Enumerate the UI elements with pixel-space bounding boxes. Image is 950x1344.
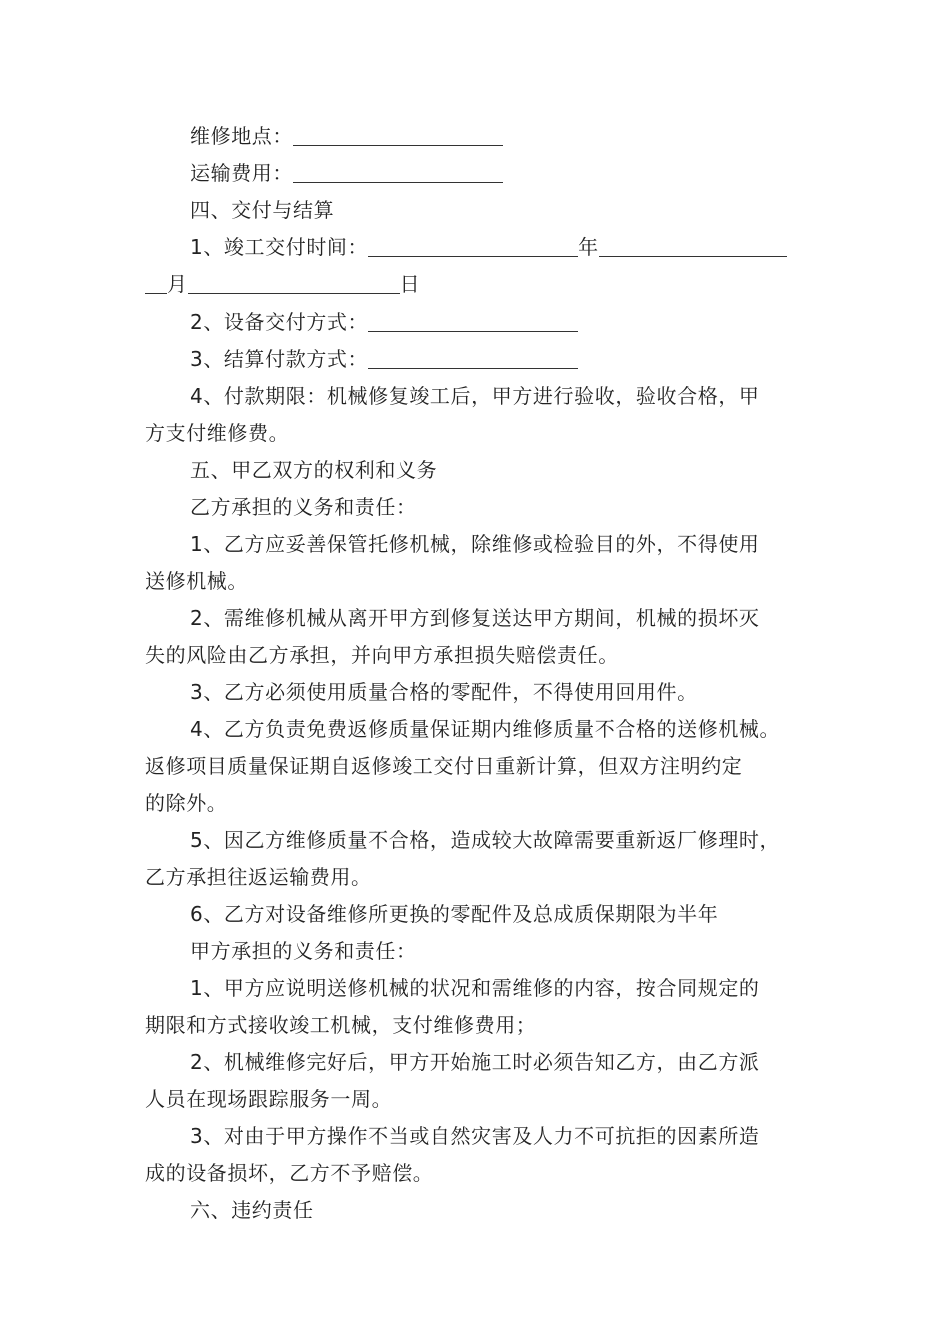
paragraph-line: 人员在现场跟踪服务一周。 — [145, 1087, 393, 1111]
payment-method-line — [190, 341, 855, 378]
paragraph-line: 2、需维修机械从离开甲方到修复送达甲方期间，机械的损坏灭 — [190, 606, 760, 630]
paragraph-line: 期限和方式接收竣工机械，支付维修费用； — [145, 1013, 537, 1037]
section-heading-5: 五、甲乙双方的权利和义务 — [190, 458, 438, 482]
equipment-delivery-blank[interactable] — [368, 307, 578, 332]
equipment-delivery-label: 2、设备交付方式： — [190, 310, 369, 334]
payment-method-label: 3、结算付款方式： — [190, 347, 369, 371]
paragraph-line: 5、因乙方维修质量不合格，造成较大故障需要重新返厂修理时， — [190, 828, 781, 852]
completion-month-blank[interactable] — [599, 232, 787, 257]
day-label: 日 — [399, 272, 421, 296]
completion-time-line — [190, 229, 855, 266]
completion-time-label: 1、竣工交付时间： — [190, 235, 369, 259]
repair-location-line — [190, 118, 855, 155]
equipment-delivery-line — [190, 304, 855, 341]
paragraph-line: 成的设备损坏，乙方不予赔偿。 — [145, 1161, 434, 1185]
paragraph-line: 乙方承担往返运输费用。 — [145, 865, 372, 889]
paragraph-line: 1、甲方应说明送修机械的状况和需维修的内容，按合同规定的 — [190, 976, 760, 1000]
paragraph-line: 3、乙方必须使用质量合格的零配件，不得使用回用件。 — [190, 680, 698, 704]
paragraph-line: 返修项目质量保证期自返修竣工交付日重新计算，但双方注明约定 — [145, 754, 743, 778]
paragraph-line: 4、乙方负责免费返修质量保证期内维修质量不合格的送修机械。 — [190, 717, 781, 741]
paragraph-line: 失的风险由乙方承担，并向甲方承担损失赔偿责任。 — [145, 643, 619, 667]
paragraph-line: 1、乙方应妥善保管托修机械，除维修或检验目的外，不得使用 — [190, 532, 760, 556]
repair-location-label: 维修地点： — [190, 124, 293, 148]
completion-time-line-cont — [145, 266, 810, 303]
paragraph-line: 4、付款期限：机械修复竣工后，甲方进行验收，验收合格，甲 — [190, 384, 760, 408]
section-heading-4: 四、交付与结算 — [190, 198, 335, 222]
paragraph-line: 3、对由于甲方操作不当或自然灾害及人力不可抗拒的因素所造 — [190, 1124, 760, 1148]
completion-day-blank[interactable] — [188, 269, 400, 294]
repair-location-blank[interactable] — [293, 121, 503, 146]
transport-cost-label: 运输费用： — [190, 161, 293, 185]
paragraph-line: 方支付维修费。 — [145, 421, 290, 445]
subheading-party-b: 乙方承担的义务和责任： — [190, 495, 417, 519]
section-heading-6: 六、违约责任 — [190, 1198, 314, 1222]
month-label: 月 — [167, 272, 188, 296]
paragraph-line: 2、机械维修完好后，甲方开始施工时必须告知乙方，由乙方派 — [190, 1050, 760, 1074]
paragraph-line: 6、乙方对设备维修所更换的零配件及总成质保期限为半年 — [190, 902, 719, 926]
completion-year-blank[interactable] — [368, 232, 578, 257]
payment-method-blank[interactable] — [368, 344, 578, 369]
subheading-party-a: 甲方承担的义务和责任： — [190, 939, 417, 963]
transport-cost-blank[interactable] — [293, 158, 503, 183]
paragraph-line: 送修机械。 — [145, 569, 248, 593]
completion-month-blank-cont[interactable] — [145, 269, 167, 294]
paragraph-line: 的除外。 — [145, 791, 228, 815]
transport-cost-line — [190, 155, 855, 192]
year-label: 年 — [578, 235, 599, 259]
